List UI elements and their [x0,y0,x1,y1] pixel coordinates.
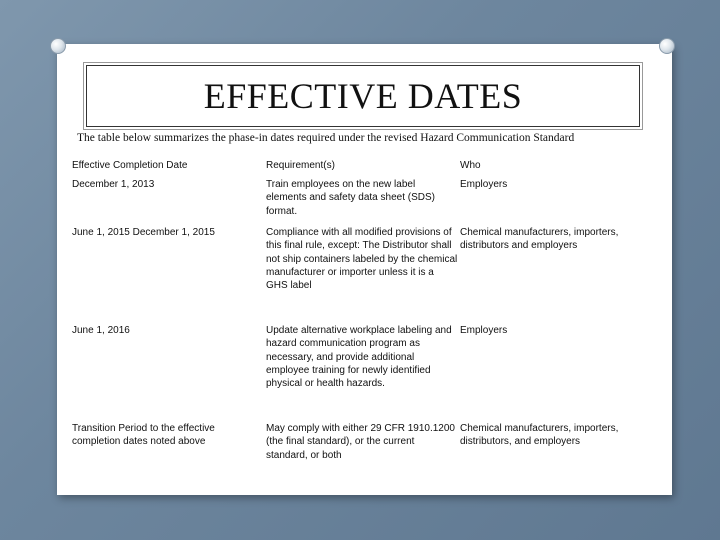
row-4-date: Transition Period to the effective completion dates noted above [72,423,215,448]
subtitle: The table below summarizes the phase-in dates required under the revised Hazard Communication Standard [77,132,575,144]
row-3-date: June 1, 2016 [72,325,130,336]
page-title: EFFECTIVE DATES [203,76,523,116]
row-4-requirement: May comply with either 29 CFR 1910.1200 (the final standard), or the current standard, or both [266,423,455,461]
header-requirements: Requirement(s) [266,160,335,171]
pin-top-right [659,38,675,54]
row-1-date: December 1, 2013 [72,179,155,190]
row-2-requirement: Compliance with all modified provisions of this final rule, except: The Distributor shall not ship containers labeled by the chemical manufacturer or importer unless it is a GHS label [266,227,458,292]
row-3-who: Employers [460,325,508,336]
header-effective-date: Effective Completion Date [72,160,188,171]
slide [57,44,672,495]
title-box [86,65,640,127]
row-2-who: Chemical manufacturers, importers, distributors and employers [460,227,619,252]
row-3-requirement: Update alternative workplace labeling and hazard communication program as necessary, and provide additional employee training for newly identified physical or health hazards. [266,325,452,390]
row-4-who: Chemical manufacturers, importers, distributors, and employers [460,423,619,448]
pin-top-left [50,38,66,54]
row-1-requirement: Train employees on the new label elements and safety data sheet (SDS) format. [266,179,435,217]
header-who: Who [460,160,481,171]
row-2-date: June 1, 2015 December 1, 2015 [72,227,215,238]
row-1-who: Employers [460,179,508,190]
